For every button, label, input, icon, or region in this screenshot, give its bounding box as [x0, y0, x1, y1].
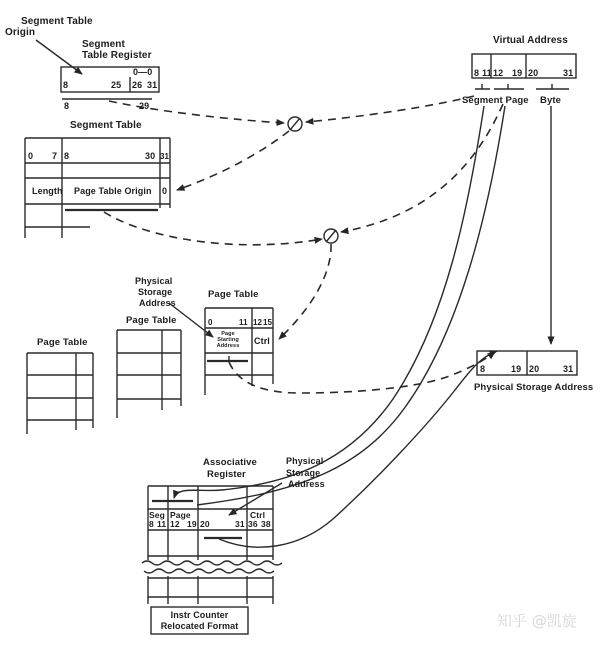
watermark: 知乎 @凯旋	[497, 612, 577, 630]
page-table-detail-title: Page Table	[208, 289, 259, 300]
adder-circle-1	[288, 117, 302, 131]
ptd-entry-2: Starting	[217, 337, 239, 343]
str-zeros: 0—0	[133, 67, 153, 77]
str-label-2: Table Register	[82, 50, 152, 61]
ar-bit-8: 8	[149, 519, 154, 529]
segtab-bit-7: 7	[52, 151, 58, 161]
page-table-mid-grid	[117, 330, 181, 418]
instr-counter-label-1: Instr Counter	[170, 610, 229, 620]
page-table-to-psa-dashed	[229, 352, 495, 393]
virtual-address-title: Virtual Address	[493, 35, 568, 46]
str-bit-25: 25	[111, 80, 122, 90]
segment-to-adder1-dashed	[306, 96, 474, 122]
str-bit-26: 26	[132, 80, 143, 90]
va-byte-label: Byte	[540, 95, 561, 106]
segtab-bit-0: 0	[28, 151, 34, 161]
page-table-left-grid	[27, 353, 93, 434]
str-sub-bit-8: 8	[64, 101, 70, 111]
str-bit-8: 8	[63, 80, 69, 90]
psa-title: Physical Storage Address	[474, 382, 594, 393]
va-bit-11: 11	[482, 68, 492, 78]
segtab-zero: 0	[162, 186, 168, 196]
va-bit-20: 20	[528, 68, 539, 78]
ar-ctrl-label: Ctrl	[250, 510, 266, 520]
page-table-left-title: Page Table	[37, 337, 88, 348]
adder1-to-segment-table-dashed	[177, 131, 289, 190]
va-bit-31: 31	[563, 68, 574, 78]
ar-bit-19: 19	[187, 519, 197, 529]
segment-table-origin-arrow	[36, 40, 82, 74]
segment-table-origin-label-1: Segment Table	[21, 16, 93, 27]
str-bit-31: 31	[147, 80, 158, 90]
va-bit-12: 12	[493, 68, 504, 78]
psa-bit-19: 19	[511, 364, 522, 374]
segtab-bit-30: 30	[145, 151, 156, 161]
va-to-assoc-curve-1	[174, 106, 484, 498]
adder2-to-page-table-dashed	[279, 244, 331, 339]
assoc-reg-label-1: Associative	[203, 457, 257, 468]
psa-bit-20: 20	[529, 364, 540, 374]
assoc-reg-label-2: Register	[207, 469, 246, 480]
ar-psa-label-3: Address	[288, 479, 325, 489]
psa-bit-8: 8	[480, 364, 486, 374]
associative-register-grid	[142, 486, 282, 604]
va-bit-8: 8	[474, 68, 480, 78]
pt-psa-label-1: Physical	[135, 276, 173, 286]
va-to-assoc-curve-2	[197, 106, 505, 505]
pt-psa-label-2: Storage	[138, 287, 173, 297]
va-bit-19: 19	[512, 68, 523, 78]
ar-bit-12: 12	[170, 519, 180, 529]
str-label-1: Segment	[82, 39, 125, 50]
tear-wave-top	[142, 561, 282, 565]
va-segment-page-label: Segment Page	[462, 95, 529, 106]
ar-bit-20: 20	[200, 519, 210, 529]
ptd-bit-12: 12	[253, 318, 263, 327]
tear-wave-bottom	[144, 569, 274, 573]
segtab-page-table-origin: Page Table Origin	[74, 186, 152, 196]
pt-psa-label-3: Address	[139, 298, 176, 308]
adder-circle-2	[324, 229, 338, 243]
pto-to-adder2-dashed	[104, 212, 322, 245]
segment-table-origin-label-2: Origin	[5, 27, 36, 38]
str-sub-bit-29: 29	[139, 101, 150, 111]
ptd-bit-15: 15	[263, 318, 273, 327]
ar-page-label: Page	[170, 510, 191, 520]
ar-seg-label: Seg	[149, 510, 165, 520]
ar-psa-label-1: Physical	[286, 456, 324, 466]
segment-table-title: Segment Table	[70, 120, 142, 131]
segtab-bit-8: 8	[64, 151, 70, 161]
ar-bit-11: 11	[157, 519, 167, 529]
ptd-entry-1: Page	[221, 331, 235, 337]
ar-bit-31: 31	[235, 519, 245, 529]
ptd-bit-11: 11	[239, 318, 248, 327]
psa-bit-31: 31	[563, 364, 574, 374]
ptd-entry-3: Address	[216, 343, 240, 349]
segtab-length: Length	[32, 186, 63, 196]
ar-bit-38: 38	[261, 519, 271, 529]
instr-counter-label-2: Relocated Format	[160, 621, 239, 631]
page-table-mid-title: Page Table	[126, 315, 177, 326]
page-to-adder2-dashed	[341, 104, 503, 232]
segtab-bit-31: 31	[160, 152, 170, 161]
ar-bit-36: 36	[248, 519, 258, 529]
ptd-ctrl: Ctrl	[254, 336, 270, 346]
ptd-bit-0: 0	[208, 318, 213, 327]
ar-psa-label-2: Storage	[286, 468, 321, 478]
